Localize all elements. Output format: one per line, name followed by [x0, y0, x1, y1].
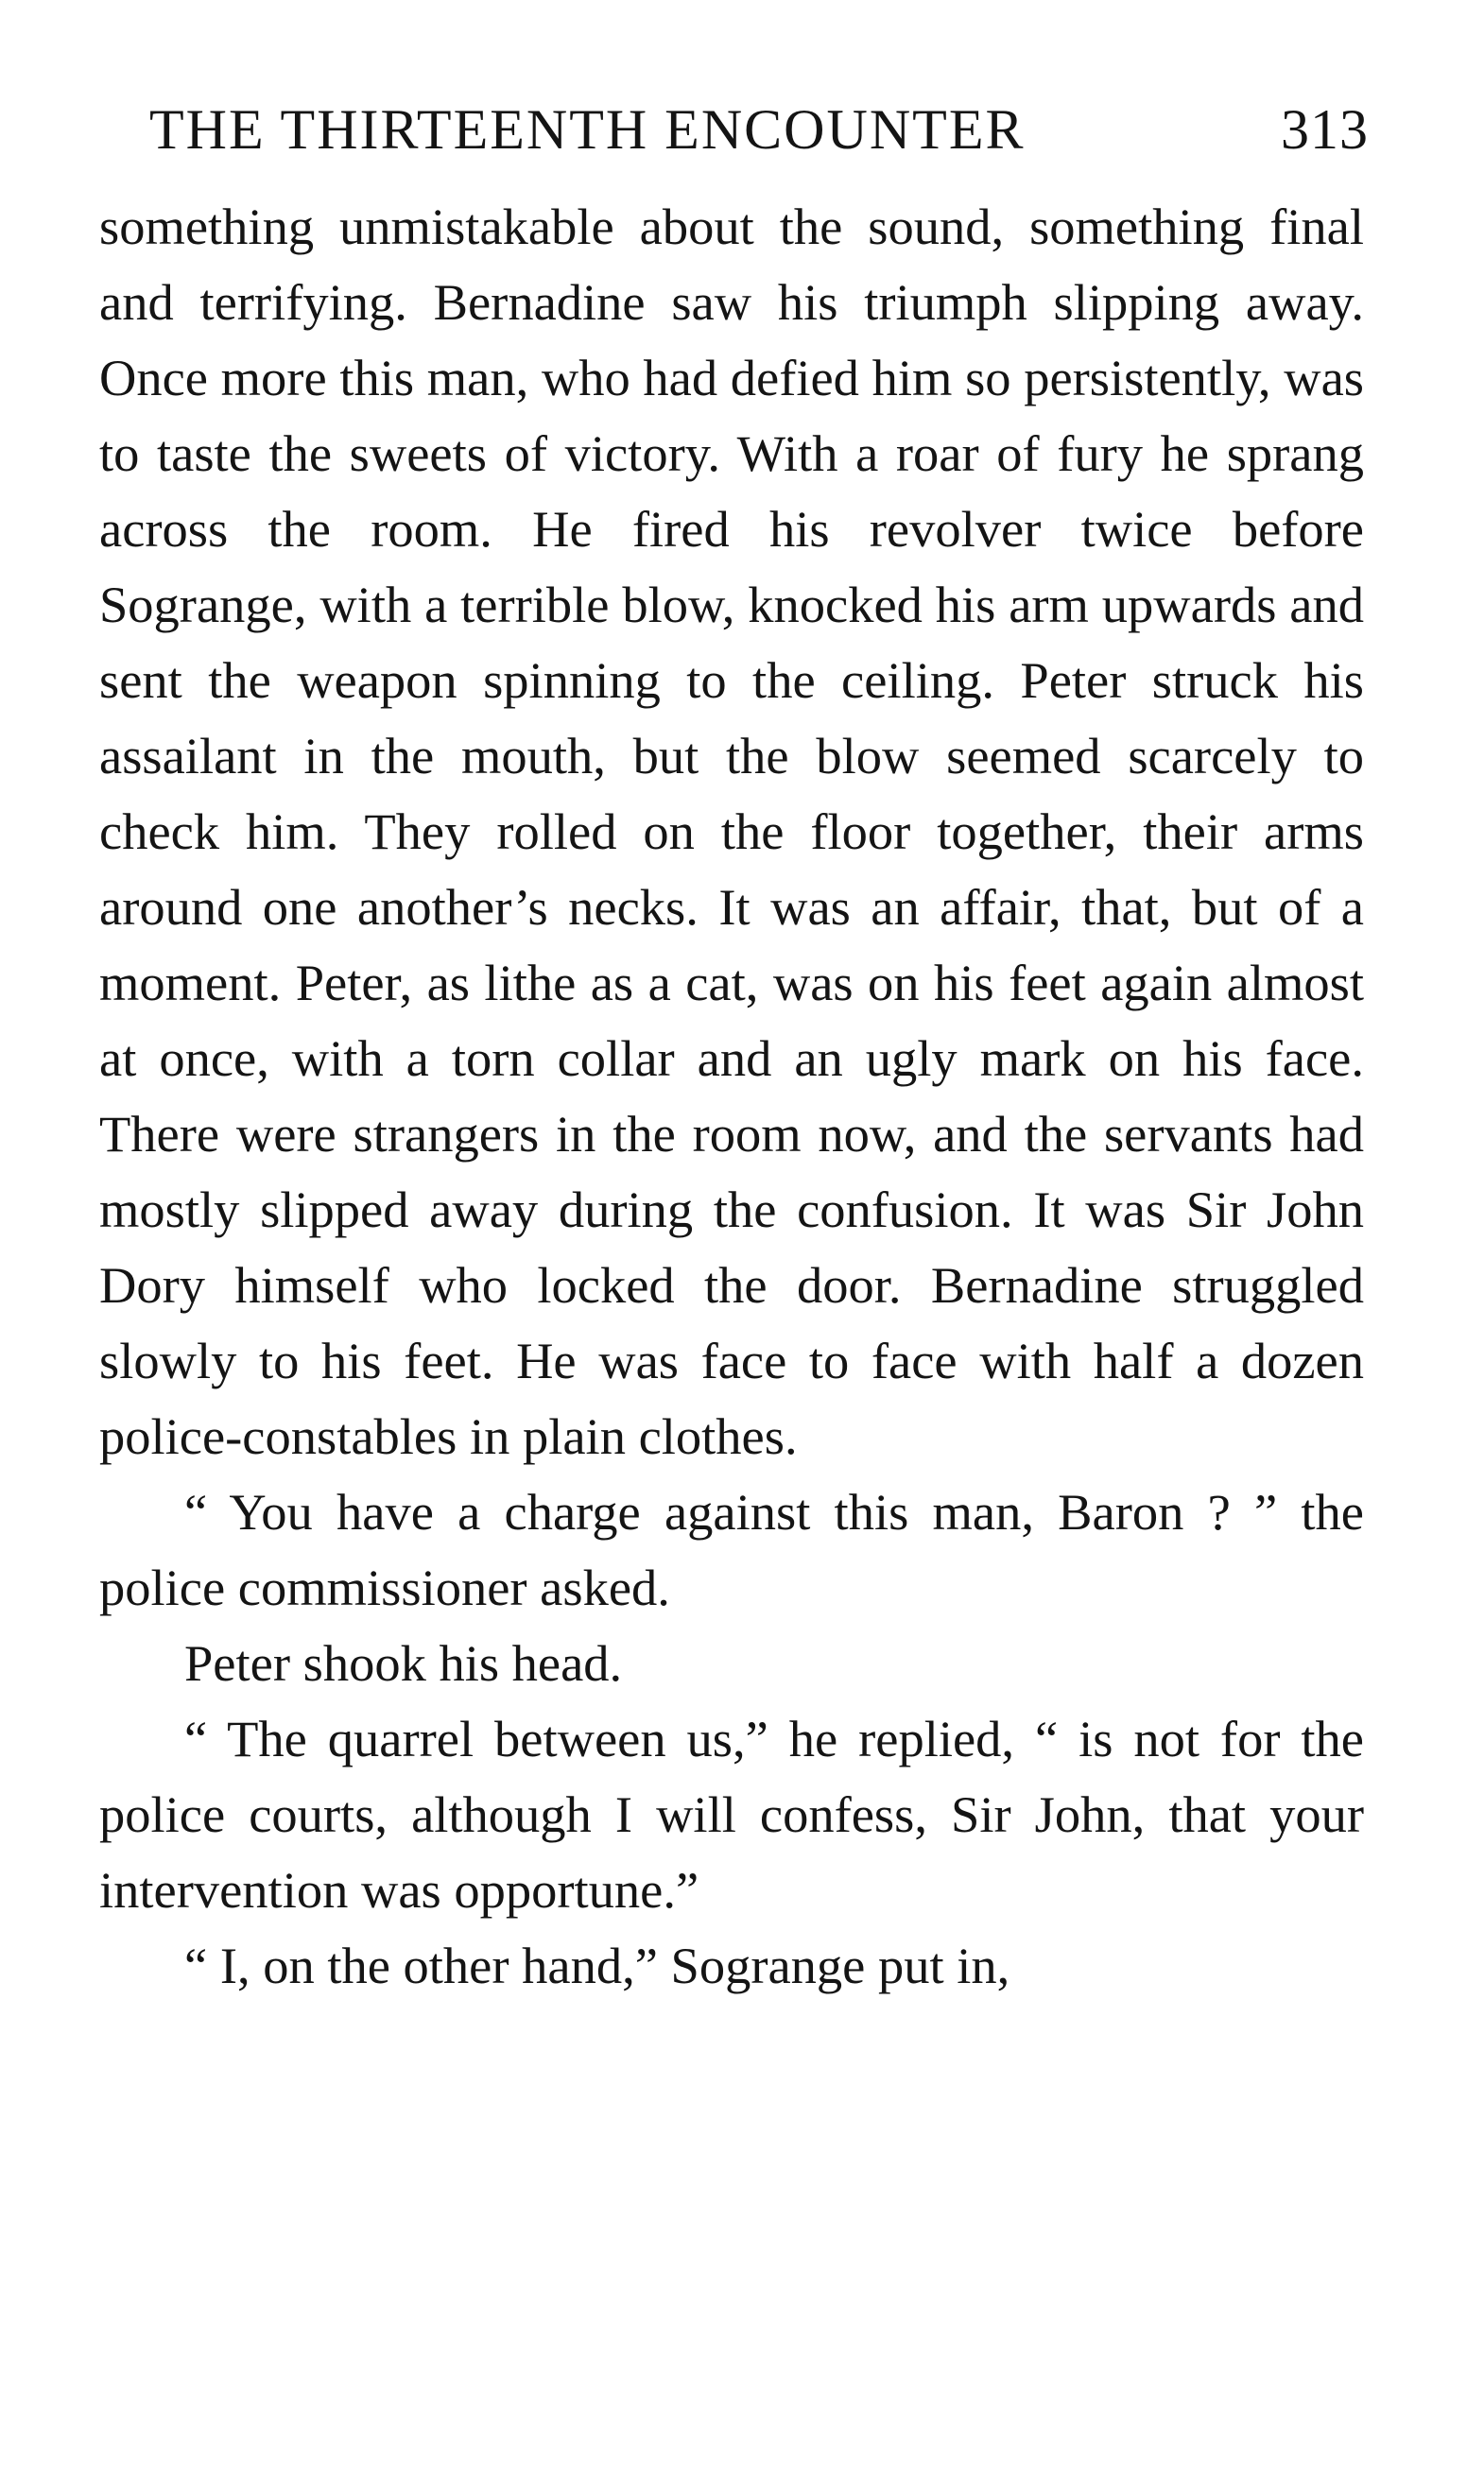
- paragraph: Peter shook his head.: [184, 1634, 623, 1692]
- body-text: [99, 189, 1364, 2004]
- running-head: [149, 87, 1369, 172]
- paragraph: “ I, on the other hand,” Sogrange put in,: [184, 1937, 1010, 1994]
- paragraph: “ You have a charge against this man, Baron ? ” the police commissioner asked.: [99, 1483, 1364, 1616]
- page-number: 313: [1281, 98, 1369, 161]
- paragraph: “ The quarrel between us,” he replied, “ is not for the police courts, although I will confess, Sir John, that your intervention was opportune.”: [99, 1710, 1364, 1919]
- paragraph: something unmistakable about the sound, something final and terrifying. Bernadine saw his triumph slipping away. Once more this man, who had defied him so persistently, was to taste the sweets of victory. With a roar of fury he sprang across the room. He fired his revolver twice before Sogrange, with a terrible blow, knocked his arm upwards and sent the weapon spinning to the ceiling. Peter struck his assailant in the mouth, but the blow seemed scarcely to check him. They rolled on the floor together, their arms around one another’s necks. It was an affair, that, but of a moment. Peter, as lithe as a cat, was on his feet again almost at once, with a torn collar and an ugly mark on his face. There were strangers in the room now, and the servants had mostly slipped away during the confusion. It was Sir John Dory himself who locked the door. Bernadine struggled slowly to his feet. He was face to face with half a dozen police-constables in plain clothes.: [99, 198, 1364, 1465]
- running-title: THE THIRTEENTH ENCOUNTER: [149, 98, 1026, 161]
